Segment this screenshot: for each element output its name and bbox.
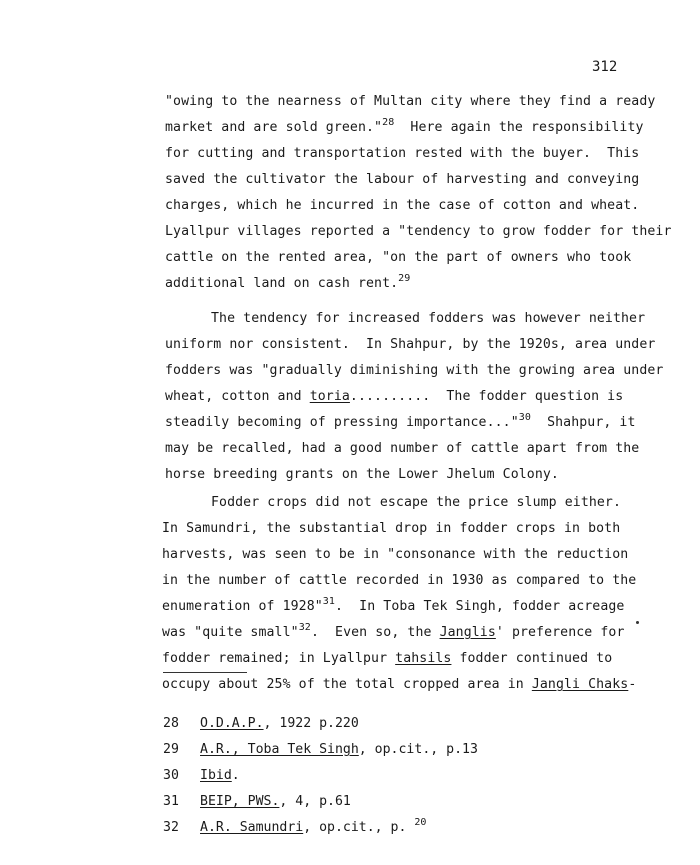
text-line [165, 389, 700, 405]
text-run: Here again the responsibility [394, 120, 644, 135]
text-line [162, 622, 700, 641]
text-line [162, 547, 700, 563]
text-run: In Samundri, the substantial drop in fodder crops in both [162, 521, 621, 536]
margin-mark [636, 621, 639, 624]
text-run: saved the cultivator the labour of harvesting and conveying [165, 172, 640, 187]
text-run: . [231, 768, 240, 783]
text-line [165, 117, 700, 136]
text-line [165, 198, 700, 214]
text-line [165, 172, 700, 188]
text-line [165, 363, 700, 379]
text-line [162, 677, 700, 693]
text-run: for cutting and transportation rested with the buyer. This [165, 146, 640, 161]
underlined-term: A.R., Toba Tek Singh [200, 742, 359, 757]
text-line [165, 224, 700, 240]
text-run: The tendency for increased fodders was however neither [211, 311, 646, 326]
footnote-number: 30 [163, 768, 179, 783]
text-run: market and are sold green." [165, 120, 383, 135]
footnote [163, 817, 427, 836]
text-run: Lyallpur villages reported a "tendency to grow fodder for their [165, 224, 672, 239]
text-run: . In Toba Tek Singh, fodder acreage [335, 599, 625, 614]
page-number: 312 [592, 59, 618, 75]
text-run: fodders was "gradually diminishing with the growing area under [165, 363, 664, 378]
underlined-term: Ibid [200, 768, 232, 783]
footnote-number: 28 [163, 716, 179, 731]
text-run: cattle on the rented area, "on the part of owners who took [165, 250, 632, 265]
text-run: Fodder crops did not escape the price slump either. [211, 495, 622, 510]
footnote-ref: 31 [322, 596, 336, 607]
footnote [163, 742, 478, 758]
text-run: wheat, cotton and [165, 389, 310, 404]
text-line [165, 467, 700, 483]
footnote [163, 794, 351, 810]
underlined-term: tahsils [395, 651, 452, 666]
text-line [211, 311, 700, 327]
text-line [165, 94, 700, 110]
footnote [163, 716, 359, 732]
underlined-term: toria [309, 389, 350, 404]
text-line [165, 412, 700, 431]
footnote-number: 29 [163, 742, 179, 757]
text-run: may be recalled, had a good number of cattle apart from the [165, 441, 640, 456]
text-run: , 4, p.61 [279, 794, 351, 809]
underlined-term: Jangli Chaks [531, 677, 629, 692]
text-run: uniform nor consistent. In Shahpur, by the 1920s, area under [165, 337, 656, 352]
underlined-term: A.R. Samundri [200, 820, 304, 835]
text-line [165, 250, 700, 266]
text-run: "owing to the nearness of Multan city where they find a ready [165, 94, 656, 109]
text-run: occupy about 25% of the total cropped area in [162, 677, 532, 692]
text-line [162, 651, 700, 667]
text-run: - [628, 677, 637, 692]
text-run: charges, which he incurred in the case of cotton and wheat. [165, 198, 640, 213]
footnote-ref: 30 [518, 412, 531, 423]
text-run: ' preference for [495, 625, 625, 640]
text-line [165, 337, 700, 353]
footnote-number: 32 [163, 820, 179, 835]
footnote-separator [163, 672, 247, 673]
text-line [165, 146, 700, 162]
footnote-ref: 29 [398, 273, 411, 284]
footnote-ref: 32 [298, 622, 311, 633]
footnote [163, 768, 240, 784]
text-run: Shahpur, it [531, 415, 636, 430]
text-run: enumeration of 1928" [162, 599, 323, 614]
text-run: steadily becoming of pressing importance..." [165, 415, 519, 430]
text-run: fodder continued to [451, 651, 613, 666]
footnote-ref: 28 [382, 117, 395, 128]
underlined-term: O.D.A.P. [200, 716, 264, 731]
text-line [162, 573, 700, 589]
footnote-ref: 20 [414, 817, 427, 828]
text-run: fodder remained; in Lyallpur [162, 651, 396, 666]
underlined-term: BEIP, PWS. [200, 794, 280, 809]
text-line [162, 521, 700, 537]
underlined-term: Janglis [439, 625, 496, 640]
text-run: . Even so, the [310, 625, 440, 640]
text-line [211, 495, 700, 511]
text-run: harvests, was seen to be in "consonance with the reduction [162, 547, 629, 562]
text-line [162, 596, 700, 615]
text-run: , op.cit., p.13 [358, 742, 478, 757]
text-run: , 1922 p.220 [263, 716, 359, 731]
text-run: horse breeding grants on the Lower Jhelum Colony. [165, 467, 559, 482]
text-run: was "quite small" [162, 625, 299, 640]
text-line [165, 273, 700, 292]
text-line [165, 441, 700, 457]
text-run: additional land on cash rent. [165, 276, 399, 291]
text-run: .......... The fodder question is [349, 389, 624, 404]
text-run: , op.cit., p. [303, 820, 415, 835]
text-run: in the number of cattle recorded in 1930 as compared to the [162, 573, 637, 588]
footnote-number: 31 [163, 794, 179, 809]
